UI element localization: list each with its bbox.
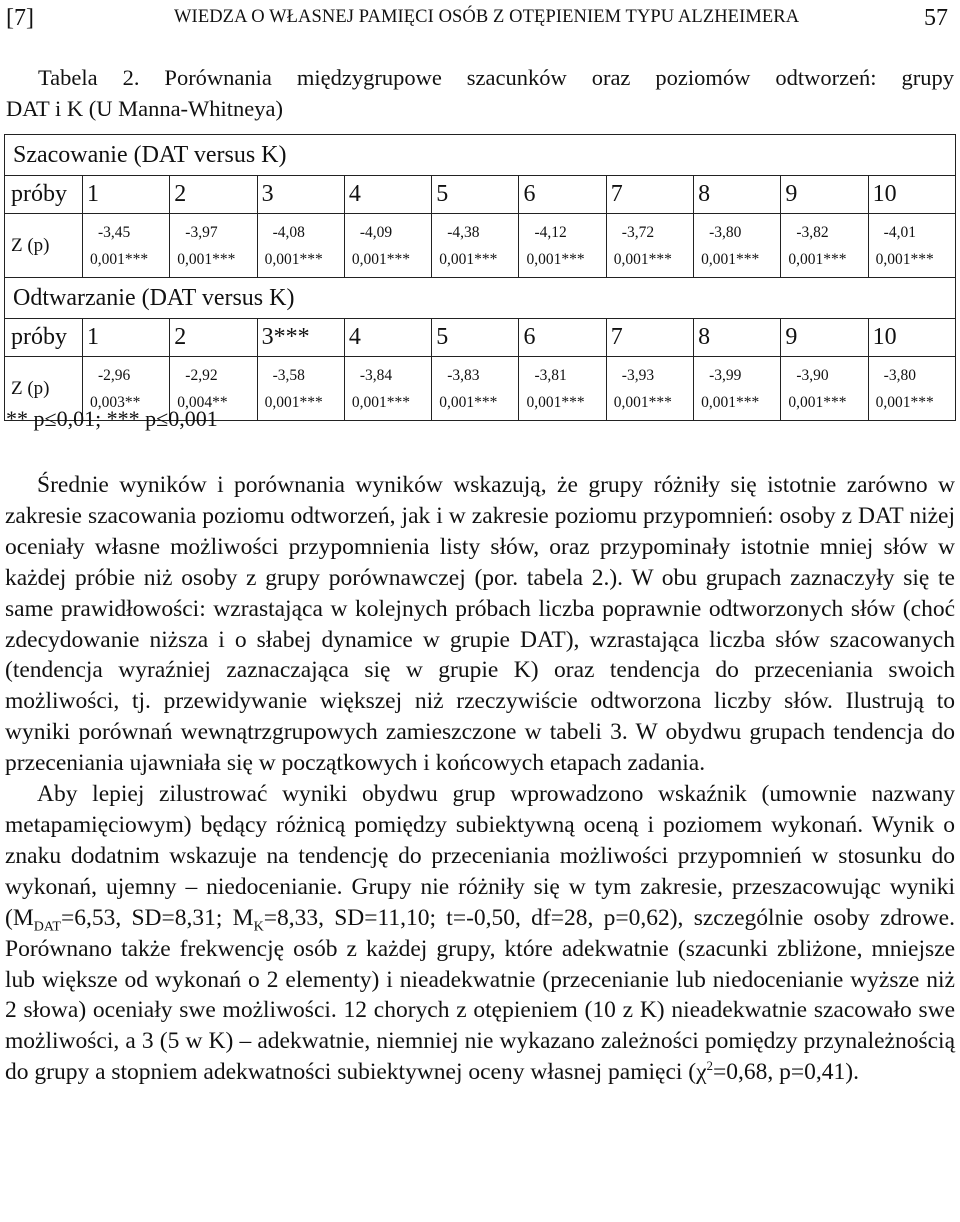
z-value: -3,97 [185,223,218,241]
z-cell [432,214,519,278]
trial-number: 4 [344,319,431,357]
table-footnote: ** p≤0,01; *** p≤0,001 [6,406,218,431]
table-caption-line-1: Tabela 2. Porównania międzygrupowe szacunków oraz poziomów odtworzeń: grupy [38,65,954,90]
paragraph-2-part-d: =0,68, p=0,41). [713,1059,860,1086]
trials-label: próby [5,319,83,357]
p-value: 0,001*** [526,393,585,411]
page-number: 57 [924,5,948,31]
p-value: 0,001*** [264,250,323,268]
z-value: -4,01 [883,223,916,241]
trial-number: 3*** [257,319,344,357]
section-title: Szacowanie (DAT versus K) [5,135,956,176]
z-label: Z (p) [5,214,83,278]
p-value: 0,001*** [177,250,236,268]
z-value: -3,72 [621,223,655,241]
z-cell [868,357,955,421]
z-value: -2,92 [185,366,218,384]
trial-number: 5 [432,319,519,357]
z-value: -3,81 [534,366,567,384]
z-value: -4,09 [359,223,393,241]
p-value: 0,001*** [264,393,323,411]
z-value: -4,12 [534,223,567,241]
trials-row [5,319,956,357]
p-value: 0,001*** [613,250,672,268]
trial-number: 7 [606,319,693,357]
section-title: Odtwarzanie (DAT versus K) [5,278,956,319]
trial-number: 7 [606,176,693,214]
section-title-row [5,135,956,176]
z-value: -3,82 [796,223,829,241]
z-cell [781,214,868,278]
running-title: WIEDZA O WŁASNEJ PAMIĘCI OSÓB Z OTĘPIENIEM TYPU ALZHEIMERA [174,7,800,27]
p-value: 0,001*** [439,250,498,268]
p-value: 0,001*** [613,393,672,411]
z-value: -3,83 [447,366,480,384]
z-cell [606,357,693,421]
z-cell [170,214,257,278]
z-cell [432,357,519,421]
paragraph-2 [5,779,955,1088]
z-value: -3,99 [709,366,742,384]
z-value: -3,84 [359,366,393,384]
z-cell [344,214,431,278]
z-value: -2,96 [98,366,131,384]
z-value: -3,90 [796,366,829,384]
running-header [6,0,954,34]
trial-number: 6 [519,319,606,357]
z-value: -3,58 [272,366,305,384]
trial-number: 1 [83,176,170,214]
p-value: 0,004** [177,393,228,411]
z-cell [694,214,781,278]
trial-number: 8 [694,176,781,214]
z-cell [257,214,344,278]
page-reference: [7] [6,5,34,31]
p-value: 0,001*** [875,250,934,268]
p-value: 0,001*** [526,250,585,268]
z-cell [519,357,606,421]
p-value: 0,001*** [701,393,760,411]
trial-number: 6 [519,176,606,214]
p-value: 0,001*** [90,250,149,268]
table-caption-line-2: DAT i K (U Manna-Whitneya) [6,96,284,121]
trial-number: 1 [83,319,170,357]
z-cell [606,214,693,278]
z-cell [344,357,431,421]
table-caption [6,62,954,124]
trial-number: 9 [781,176,868,214]
p-value: 0,001*** [351,250,411,268]
subscript-k: K [253,919,264,935]
section-title-row [5,278,956,319]
z-row [5,214,956,278]
superscript-2: 2 [706,1058,714,1074]
body-text [5,470,955,1088]
z-value: -4,38 [447,223,480,241]
trial-number: 9 [781,319,868,357]
trial-number: 4 [344,176,431,214]
trial-number: 2 [170,319,257,357]
p-value: 0,001*** [439,393,498,411]
trial-number: 3 [257,176,344,214]
z-cell [83,214,170,278]
z-cell [781,357,868,421]
results-table [4,134,956,421]
subscript-dat: DAT [33,919,61,935]
p-value: 0,001*** [788,393,847,411]
paragraph-2-part-a: Aby lepiej zilustrować wyniki obydwu grup wprowadzono wskaźnik (umownie nazwany metapamięciowym) będący różnicą pomiędzy subiektywną oceną i poziomem wykonań. Wynik o znaku dodatnim wskazuje na tendencję do przeceniania możliwości przypomnień w stosunku do wykonań, ujemny – niedocenianie. Grupy nie różniły się w tym zakresie, przeszacowując wyniki (M [5,781,955,931]
trial-number: 8 [694,319,781,357]
z-cell [257,357,344,421]
z-cell [519,214,606,278]
trial-number: 2 [170,176,257,214]
p-value: 0,003** [90,393,141,411]
p-value: 0,001*** [788,250,847,268]
z-value: -3,45 [98,223,131,241]
trial-number: 10 [868,176,955,214]
trial-number: 5 [432,176,519,214]
trials-row [5,176,956,214]
paragraph-1: Średnie wyników i porównania wyników wskazują, że grupy różniły się istotnie zarówno w zakresie szacowania poziomu odtworzeń, jak i w zakresie poziomu przypomnień: osoby z DAT niżej oceniały własne możliwości przypomnienia listy słów, oraz przypominały istotnie mniej słów w każdej próbie niż osoby z grupy porównawczej (por. tabela 2.). W obu grupach zaznaczyły się te same prawidłowości: wzrastająca w kolejnych próbach liczba poprawnie odtworzonych słów (choć zdecydowanie niższa i o słabej dynamice w grupie DAT), wzrastająca liczba słów szacowanych (tendencja wyraźniej zaznaczająca się w grupie K) oraz tendencja do przeceniania swoich możliwości, tj. przewidywanie większej niż rzeczywiście odtworzona liczby słów. Ilustrują to wyniki porównań wewnątrzgrupowych zamieszczone w tabeli 3. W obydwu grupach tendencja do przeceniania ujawniała się w początkowych i końcowych etapach zadania. [5,472,955,777]
trial-number: 10 [868,319,955,357]
z-value: -4,08 [272,223,305,241]
p-value: 0,001*** [701,250,760,268]
z-cell [694,357,781,421]
z-cell [868,214,955,278]
p-value: 0,001*** [351,393,411,411]
paragraph-2-part-b: =6,53, SD=8,31; M [60,904,254,931]
paragraph-2-part-c: =8,33, SD=11,10; t=-0,50, df=28, p=0,62), szczególnie osoby zdrowe. Porównano także frekwencję osób z każdej grupy, które adekwatnie (szacunki zbliżone, mniejsze lub większe od wykonań o 2 elementy) i nieadekwatnie (przecenianie lub niedocenianie wyższe niż 2 słowa) oceniały swe możliwości. 12 chorych z otępieniem (10 z K) nieadekwatnie szacowało swe możliwości, a 3 (5 w K) – adekwatnie, niemniej nie wykazano zależności pomiędzy przynależnością do grupy a stopniem adekwatności subiektywnej oceny własnej pamięci (χ [5,904,955,1086]
p-value: 0,001*** [875,393,934,411]
z-value: -3,80 [883,366,916,384]
z-value: -3,93 [621,366,655,384]
z-label: Z (p) [5,357,83,421]
trials-label: próby [5,176,83,214]
z-value: -3,80 [709,223,742,241]
